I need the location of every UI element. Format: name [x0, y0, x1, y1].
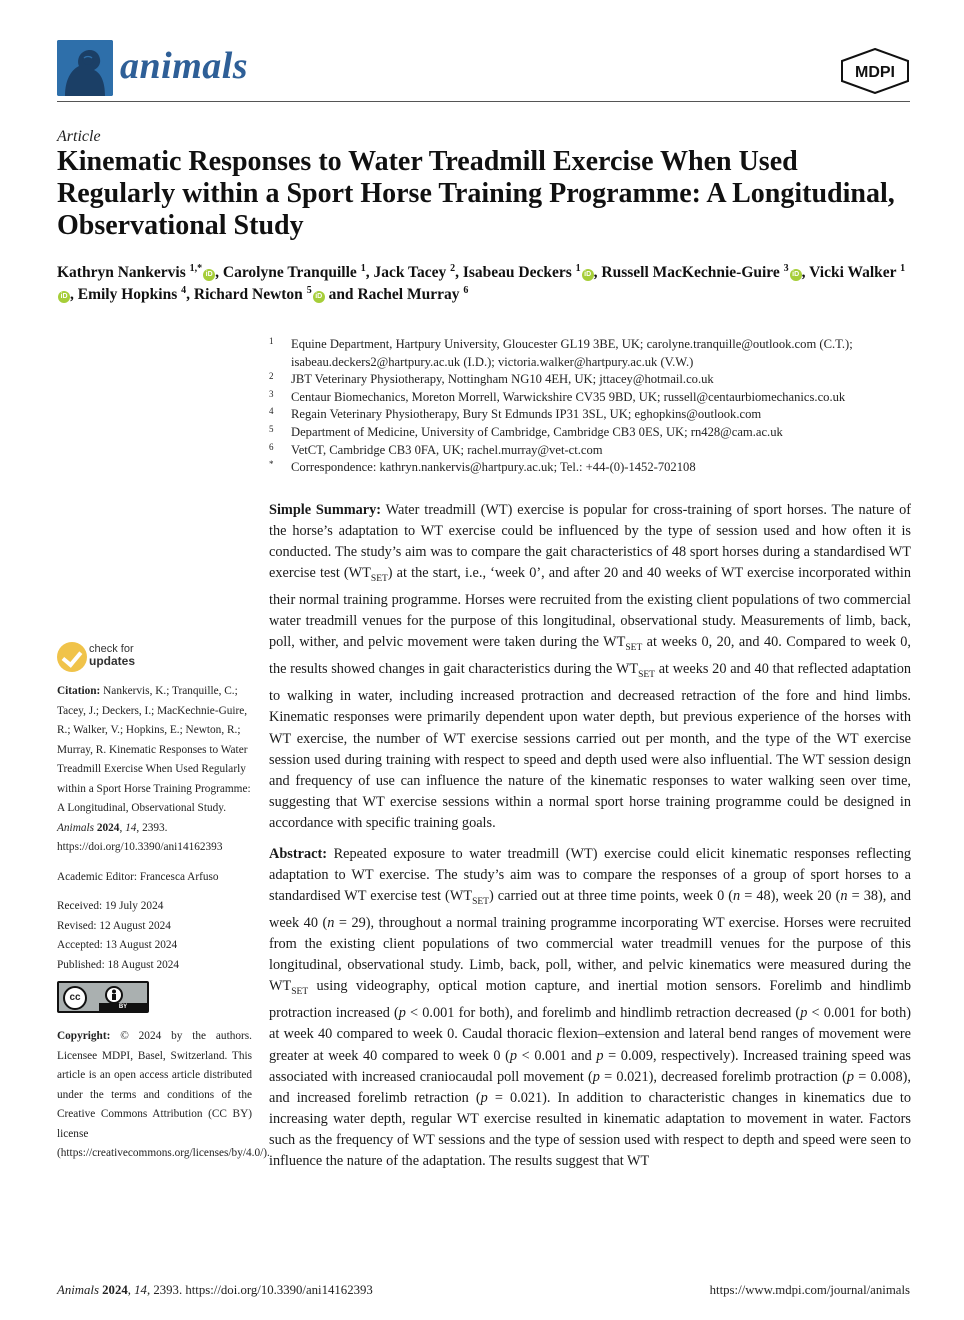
mdpi-logo-icon[interactable] [840, 48, 910, 94]
affiliation-text: VetCT, Cambridge CB3 0FA, UK; rachel.murray@vet-ct.com [291, 442, 603, 457]
citation-text: Nankervis, K.; Tranquille, C.; Tacey, J.; Deckers, I.; MacKechnie-Guire, R.; Walker, V.; Hopkins, E.; Newton, R.; Murray, R. Kinematic Responses to Water Treadmill Exercise When Used Regularly within a Sport Horse Training Programme: A Longitudinal, Observational Study. [57, 685, 251, 814]
affiliation-item [269, 424, 914, 442]
affiliation-number: 2 [269, 371, 274, 382]
affiliation-text: Department of Medicine, University of Cambridge, Cambridge CB3 0ES, UK; rn428@cam.ac.uk [291, 424, 783, 439]
simple-summary-label: Simple Summary: [269, 502, 382, 518]
citation-journal: Animals [57, 821, 95, 834]
author-affiliation-sup: 1 [900, 262, 906, 274]
article-type: Article [57, 128, 101, 145]
author-name[interactable]: Vicki Walker $^1$iD [57, 264, 905, 303]
academic-editor: Academic Editor: Francesca Arfuso [57, 870, 219, 883]
author-affiliation-sup: 5 [306, 284, 312, 296]
author-name[interactable]: Emily Hopkins $^4$ [77, 284, 187, 303]
affiliation-number: * [269, 459, 274, 470]
journal-logo-icon [57, 40, 113, 96]
author-name[interactable]: Rachel Murray $^6$ [357, 284, 469, 303]
orcid-icon[interactable]: iD [58, 291, 70, 303]
sidebar [57, 640, 270, 1164]
affiliation-number: 5 [269, 423, 274, 434]
check-for-updates-button[interactable] [57, 640, 252, 680]
author-name[interactable]: Richard Newton $^5$iD [194, 286, 325, 303]
footer-doi-link[interactable]: , 2393. https://doi.org/10.3390/ani14162393 [146, 1283, 373, 1297]
header-divider [57, 101, 910, 102]
orcid-icon[interactable]: iD [582, 269, 594, 281]
footer-journal-url[interactable]: https://www.mdpi.com/journal/animals [709, 1283, 910, 1297]
affiliation-number: 1 [269, 336, 274, 346]
affiliations [269, 336, 914, 477]
journal-header [57, 40, 910, 102]
publisher-name: MDPI [855, 64, 895, 81]
simple-summary: Simple Summary: Water treadmill (WT) exercise is popular for cross-training of sport horses. The nature of the horse’s adaptation to WT exercise could be influenced by the type of session used and how often it is conducted. The study’s aim was to compare the gait characteristics of 48 sport horses during a standardised WT exercise test $(WT_{SET})$ at the start, i.e., ‘week 0’, and after 20 and 40 weeks of WT exercise incorporated within their normal training programme. Horses were recruited from the existing client populations of two commercial water treadmill venues for the purpose of this longitudinal, observational study. Measurements of limb, back, poll, wither, and pelvic movement were taken during the $WT_{SET}$ at weeks 0, 20, and 40. Compared to week 0, the results showed changes in gait characteristics during the $WT_{SET}$ at weeks 20 and 40 that reflected adaptation to walking in water, including increased protraction and decreased retraction of the fore and hind limbs. Kinematic responses were primarily dependent upon water depth, but previous experience of the horses with WT exercise, the number of WT exercise sessions carried out per month, and the type of the WT exercise session used during training with respect to speed and depth used were also influential. The WT session design and frequency of use can influence the nature of the kinematic responses to water walking seen over time, suggesting that WT exercise sessions within a normal sport horse training programme could be designed in accordance with specific training goals. [269, 502, 912, 831]
author-affiliation-sup: 3 [783, 262, 789, 274]
affiliation-item [269, 459, 914, 477]
abstract-label: Abstract: [269, 845, 327, 862]
revised-date: Revised: 12 August 2024 [57, 919, 171, 932]
affiliation-number: 6 [269, 441, 274, 452]
citation-volume: 14 [125, 821, 137, 834]
article-title: Kinematic Responses to Water Treadmill Exercise When Used Regularly within a Sport Horse Training Programme: A Longitudinal, Observational Study [57, 146, 895, 241]
copyright-label: Copyright: [57, 1030, 111, 1042]
accepted-date: Accepted: 13 August 2024 [57, 939, 178, 951]
author-name[interactable]: Isabeau Deckers $^1$iD [463, 264, 594, 281]
author-affiliation-sup: 6 [463, 284, 469, 296]
orcid-icon[interactable]: iD [313, 291, 325, 303]
author-name[interactable]: Carolyne Tranquille $^1$ [222, 262, 366, 281]
author-name[interactable]: Russell MacKechnie-Guire $^3$iD [601, 264, 801, 281]
citation-block: Citation: Nankervis, K.; Tranquille, C.; Tacey, J.; Deckers, I.; MacKechnie-Guire, R.; Walker, V.; Hopkins, E.; Newton, R.; Murray, R. Kinematic Responses to Water Treadmill Exercise When Used Regularly within a Sport Horse Training Programme: A Longitudinal, Observational Study. Animals 2024, 14, 2393. https://doi.org/10.3390/ani14162393 [57, 685, 251, 853]
affiliation-text: Equine Department, Hartpury University, Gloucester GL19 3BE, UK; carolyne.tranquille@outlook.com (C.T.); isabeau.deckers2@hartpury.ac.uk (I.D.); victoria.walker@hartpury.ac.uk (V.W.) [291, 337, 853, 369]
check-line-1: check for [89, 643, 134, 655]
affiliation-number: 3 [269, 388, 274, 399]
affiliation-text: Regain Veterinary Physiotherapy, Bury St Edmunds IP31 3SL, UK; eghopkins@outlook.com [291, 407, 762, 422]
author-affiliation-sup: 1 [360, 262, 366, 274]
main-text [269, 500, 911, 1182]
author-affiliation-sup: 1 [575, 262, 581, 274]
author-name[interactable]: Jack Tacey $^2$ [373, 262, 456, 281]
check-line-2: updates [89, 654, 136, 668]
affiliation-item [269, 442, 914, 460]
affiliation-item [269, 389, 914, 407]
affiliation-item [269, 336, 914, 371]
affiliation-text: Centaur Biomechanics, Moreton Morrell, Warwickshire CV35 9BD, UK; russell@centaurbiomechanics.co.uk [291, 389, 846, 404]
cc-by-license-badge[interactable] [57, 981, 149, 1013]
footer-citation: Animals 2024, 14, 2393. https://doi.org/10.3390/ani14162393 [57, 1283, 373, 1297]
citation-doi-link[interactable]: 2393. https://doi.org/10.3390/ani14162393 [57, 821, 223, 853]
affiliation-text: Correspondence: kathryn.nankervis@hartpury.ac.uk; Tel.: +44-(0)-1452-702108 [291, 460, 696, 475]
author-affiliation-sup: 2 [450, 262, 456, 274]
abstract: Abstract: Repeated exposure to water treadmill (WT) exercise could elicit kinematic responses reflecting adaptation to WT exercise. The study’s aim was to compare the responses of a group of sport horses to a standardised WT exercise test $(WT_{SET})$ carried out at three time points, week 0 (n = 48), week 20 (n = 38), and week 40 (n = 29), throughout a normal training programme incorporating WT exercise. Horses were recruited from the existing client populations of two commercial water treadmill venues for the purpose of this longitudinal, observational study. Limb, back, poll, wither, and pelvic kinematics were measured during the $WT_{SET}$ using videography, optical motion capture, and inertial motion sensors. Forelimb and hindlimb protraction increased (p < 0.001 for both), and forelimb and hindlimb retraction decreased (p < 0.001 for both) at week 40 compared to week 0. Caudal thoracic flexion–extension and lateral bend ranges of movement were greater at week 40 compared to week 0 (p < 0.001 and p = 0.009, respectively). Increased training speed was associated with increased craniocaudal poll movement (p = 0.021), decreased forelimb protraction (p = 0.008), and increased forelimb retraction (p = 0.021). In addition to characteristic changes in kinematics due to increasing water depth, regular WT exercise resulted in kinematic adaptation to movement in water. Factors such as the frequency of WT sessions and the type of session used with respect to depth and speed were seen to influence the nature of the adaptation. The results suggest that WT [269, 845, 912, 1170]
copyright-text: © 2024 by the authors. Licensee MDPI, Basel, Switzerland. This article is an open access article distributed under the terms and conditions of the Creative Commons Attribution (CC BY) license (https://creativecommons.org/licenses/by/4.0/). [57, 1030, 270, 1159]
author-list: Kathryn Nankervis $^{1,*}$iD , Carolyne Tranquille $^1$, Jack Tacey $^2$, Isabeau Deckers $^1$iD , Russell MacKechnie-Guire $^3$iD , Vicki Walker $^1$iD , Emily Hopkins $^4$, Richard Newton $^5$iD and Rachel Murray $^6$ [57, 262, 906, 303]
cc-icon: cc [63, 986, 87, 1010]
citation-year: 2024 [96, 821, 120, 834]
person-icon [105, 986, 123, 1004]
affiliation-item [269, 406, 914, 424]
copyright-block [57, 1027, 270, 1164]
journal-name[interactable]: animals [120, 45, 249, 87]
published-date: Published: 18 August 2024 [57, 958, 180, 971]
received-date: Received: 19 July 2024 [57, 900, 164, 912]
orcid-icon[interactable]: iD [203, 269, 215, 281]
author-affiliation-sup: 4 [181, 284, 187, 296]
by-label: BY [99, 1003, 147, 1011]
affiliation-number: 4 [269, 406, 274, 417]
affiliation-item [269, 371, 914, 389]
author-affiliation-sup: 1,* [189, 262, 203, 274]
author-name[interactable]: Kathryn Nankervis $^{1,*}$iD [57, 264, 215, 281]
citation-label: Citation: [57, 685, 101, 697]
check-updates-icon [57, 642, 87, 672]
orcid-icon[interactable]: iD [790, 269, 802, 281]
affiliation-text: JBT Veterinary Physiotherapy, Nottingham NG10 4EH, UK; jttacey@hotmail.co.uk [291, 372, 714, 387]
